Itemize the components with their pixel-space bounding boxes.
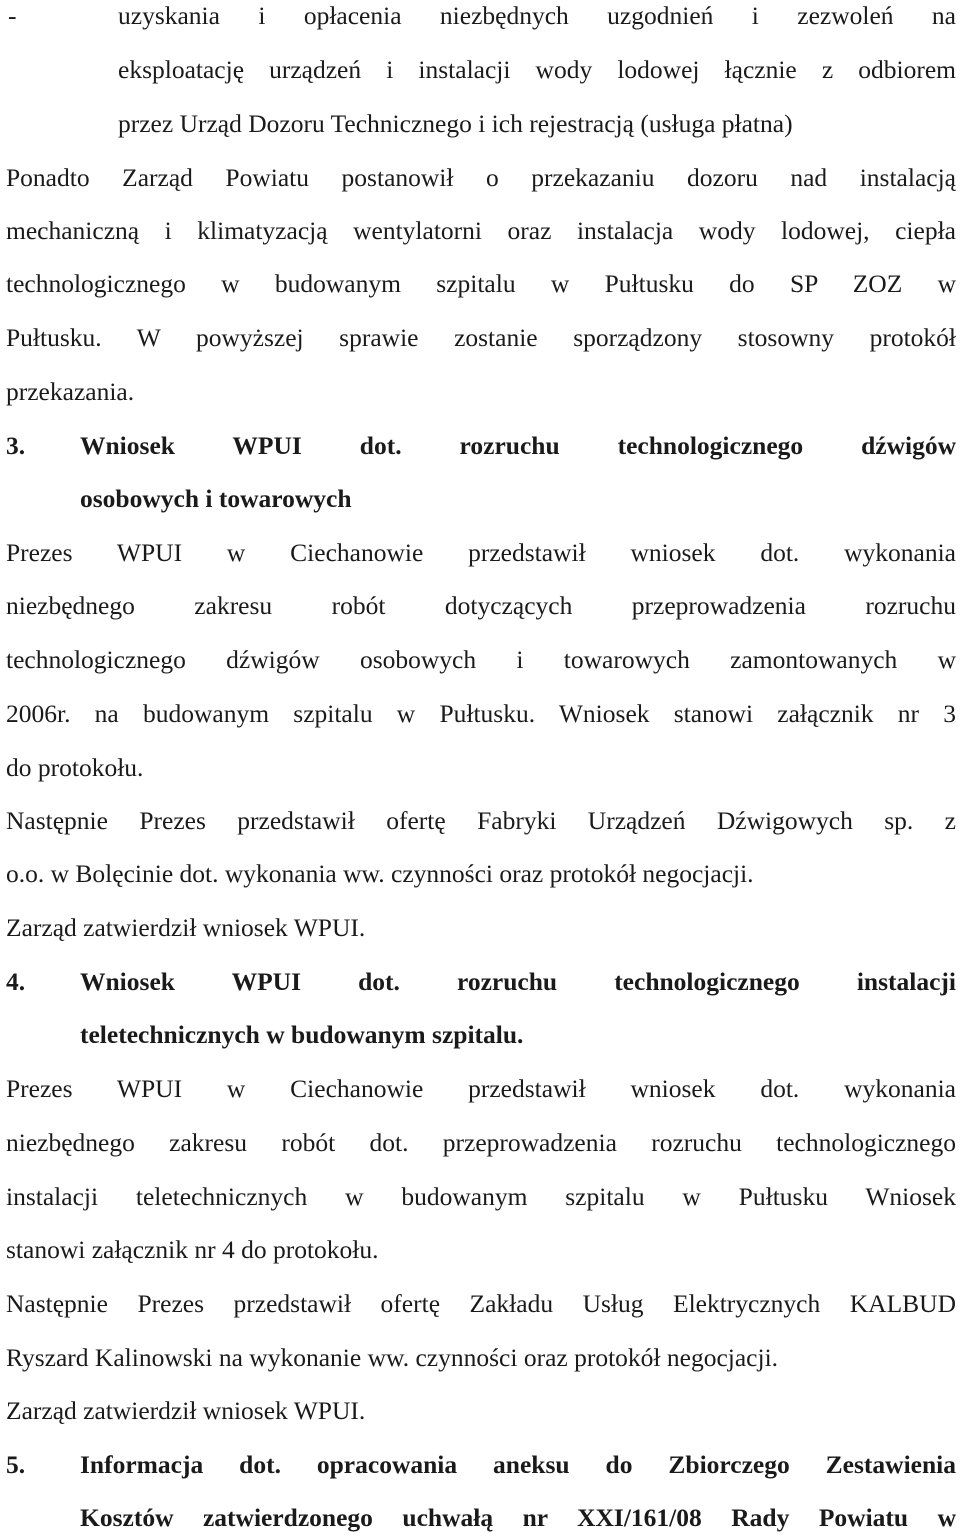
section-number: 4.	[6, 967, 26, 996]
paragraph-line: Następnie Prezes przedstawił ofertę Zakładu Usług Elektrycznych KALBUD	[6, 1289, 956, 1318]
paragraph-line: Następnie Prezes przedstawił ofertę Fabryki Urządzeń Dźwigowych sp. z	[6, 806, 956, 835]
bullet-marker: -	[8, 1, 17, 30]
paragraph-line: Zarząd zatwierdził wniosek WPUI.	[6, 913, 366, 942]
paragraph-line: Ponadto Zarząd Powiatu postanowił o przekazaniu dozoru nad instalacją	[6, 163, 956, 192]
bullet-line: przez Urząd Dozoru Technicznego i ich rejestracją (usługa płatna)	[118, 109, 793, 138]
section-heading: Wniosek WPUI dot. rozruchu technologicznego instalacji	[80, 967, 956, 996]
paragraph-line: Zarząd zatwierdził wniosek WPUI.	[6, 1396, 366, 1425]
bullet-line: uzyskania i opłacenia niezbędnych uzgodnień i zezwoleń na	[118, 1, 956, 30]
paragraph-line: technologicznego dźwigów osobowych i towarowych zamontowanych w	[6, 645, 956, 674]
bullet-line: eksploatację urządzeń i instalacji wody lodowej łącznie z odbiorem	[118, 55, 956, 84]
paragraph-line: mechaniczną i klimatyzacją wentylatorni oraz instalacja wody lodowej, ciepła	[6, 216, 956, 245]
section-heading: Kosztów zatwierdzonego uchwałą nr XXI/161/08 Rady Powiatu w	[80, 1503, 956, 1532]
paragraph-line: instalacji teletechnicznych w budowanym szpitalu w Pułtusku Wniosek	[6, 1182, 956, 1211]
paragraph-line: niezbędnego zakresu robót dotyczących przeprowadzenia rozruchu	[6, 591, 956, 620]
paragraph-line: przekazania.	[6, 377, 135, 406]
paragraph-line: 2006r. na budowanym szpitalu w Pułtusku. Wniosek stanowi załącznik nr 3	[6, 699, 956, 728]
section-number: 5.	[6, 1450, 26, 1479]
paragraph-line: Prezes WPUI w Ciechanowie przedstawił wniosek dot. wykonania	[6, 538, 956, 567]
section-heading: Informacja dot. opracowania aneksu do Zbiorczego Zestawienia	[80, 1450, 956, 1479]
paragraph-line: do protokołu.	[6, 753, 144, 782]
paragraph-line: niezbędnego zakresu robót dot. przeprowadzenia rozruchu technologicznego	[6, 1128, 956, 1157]
section-heading: osobowych i towarowych	[80, 484, 352, 513]
section-heading: Wniosek WPUI dot. rozruchu technologicznego dźwigów	[80, 431, 956, 460]
paragraph-line: o.o. w Bolęcinie dot. wykonania ww. czynności oraz protokół negocjacji.	[6, 859, 754, 888]
paragraph-line: Prezes WPUI w Ciechanowie przedstawił wniosek dot. wykonania	[6, 1074, 956, 1103]
paragraph-line: stanowi załącznik nr 4 do protokołu.	[6, 1235, 379, 1264]
section-number: 3.	[6, 431, 26, 460]
paragraph-line: Pułtusku. W powyższej sprawie zostanie sporządzony stosowny protokół	[6, 323, 956, 352]
paragraph-line: technologicznego w budowanym szpitalu w Pułtusku do SP ZOZ w	[6, 269, 956, 298]
section-heading: teletechnicznych w budowanym szpitalu.	[80, 1020, 524, 1049]
paragraph-line: Ryszard Kalinowski na wykonanie ww. czynności oraz protokół negocjacji.	[6, 1343, 779, 1372]
